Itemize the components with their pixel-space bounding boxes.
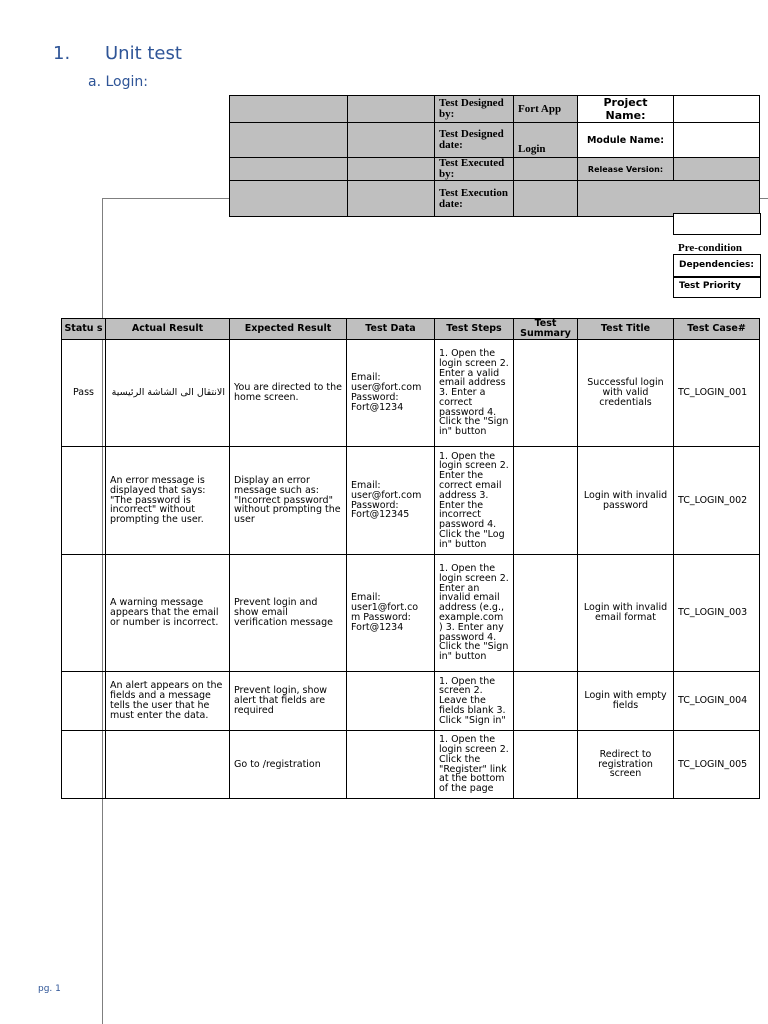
test-priority-label: Test Priority xyxy=(679,281,741,291)
designed-date-value: Login xyxy=(514,123,578,158)
dependencies-label: Dependencies: xyxy=(679,260,754,270)
test-steps-cell: 1. Open the screen 2. Leave the fields blank 3. Click "Sign in" xyxy=(435,672,514,731)
section-number: 1. xyxy=(53,43,71,64)
actual-result-cell: الانتقال الى الشاشة الرئيسية xyxy=(106,340,230,447)
release-version-label: Release Version: xyxy=(578,158,674,181)
test-title-cell: Login with invalid password xyxy=(578,447,674,555)
test-case-cell: TC_LOGIN_003 xyxy=(674,555,760,672)
table-row xyxy=(62,672,760,731)
col-test-data: Test Data xyxy=(347,319,435,340)
test-summary-cell xyxy=(514,555,578,672)
expected-result-cell: You are directed to the home screen. xyxy=(230,340,347,447)
dependencies-cell xyxy=(673,254,761,278)
blank-cell xyxy=(673,213,761,235)
expected-result-cell: Go to /registration xyxy=(230,731,347,799)
test-data-cell: Email: user1@fort.co m Password: Fort@1234 xyxy=(347,555,435,672)
status-cell xyxy=(62,447,106,555)
col-test-summary: Test Summary xyxy=(514,319,578,340)
test-summary-cell xyxy=(514,447,578,555)
test-title-cell: Redirect to registration screen xyxy=(578,731,674,799)
expected-result-cell: Prevent login, show alert that fields are required xyxy=(230,672,347,731)
col-status: Statu s xyxy=(62,319,106,340)
test-summary-cell xyxy=(514,340,578,447)
executed-by-label: Test Executed by: xyxy=(435,158,514,181)
module-name-label: Module Name: xyxy=(578,123,674,158)
table-row xyxy=(62,340,760,447)
status-cell xyxy=(62,555,106,672)
table-header-row xyxy=(62,319,760,340)
test-case-cell: TC_LOGIN_002 xyxy=(674,447,760,555)
col-test-title: Test Title xyxy=(578,319,674,340)
precondition-label: Pre-condition xyxy=(678,242,742,254)
project-name-label: Project Name: xyxy=(578,96,674,123)
test-title-cell: Login with invalid email format xyxy=(578,555,674,672)
col-test-steps: Test Steps xyxy=(435,319,514,340)
test-data-cell xyxy=(347,672,435,731)
col-expected-result: Expected Result xyxy=(230,319,347,340)
test-steps-cell: 1. Open the login screen 2. Click the "Register" link at the bottom of the page xyxy=(435,731,514,799)
test-meta-table xyxy=(229,95,760,217)
test-summary-cell xyxy=(514,731,578,799)
table-row xyxy=(62,447,760,555)
status-cell xyxy=(62,672,106,731)
test-steps-cell: 1. Open the login screen 2. Enter an invalid email address (e.g., example.com ) 3. Enter any password 4. Click the "Sign in" button xyxy=(435,555,514,672)
test-case-cell: TC_LOGIN_004 xyxy=(674,672,760,731)
actual-result-cell xyxy=(106,731,230,799)
test-data-cell: Email: user@fort.com Password: Fort@12345 xyxy=(347,447,435,555)
expected-result-cell: Prevent login and show email verification message xyxy=(230,555,347,672)
test-cases-table xyxy=(61,318,760,799)
page-number: pg. 1 xyxy=(38,984,61,994)
section-heading xyxy=(53,43,182,64)
col-actual-result: Actual Result xyxy=(106,319,230,340)
designed-by-value: Fort App xyxy=(514,96,578,123)
test-summary-cell xyxy=(514,672,578,731)
table-row xyxy=(62,731,760,799)
actual-result-cell: An alert appears on the fields and a message tells the user that he must enter the data. xyxy=(106,672,230,731)
actual-result-cell: A warning message appears that the email or number is incorrect. xyxy=(106,555,230,672)
test-title-cell: Successful login with valid credentials xyxy=(578,340,674,447)
test-data-cell xyxy=(347,731,435,799)
test-priority-cell xyxy=(673,276,761,298)
designed-date-label: Test Designed date: xyxy=(435,123,514,158)
execution-date-label: Test Execution date: xyxy=(435,181,514,217)
subsection-heading: a. Login: xyxy=(88,74,148,90)
expected-result-cell: Display an error message such as: "Incorrect password" without prompting the user xyxy=(230,447,347,555)
designed-by-label: Test Designed by: xyxy=(435,96,514,123)
test-steps-cell: 1. Open the login screen 2. Enter the correct email address 3. Enter the incorrect password 4. Click the "Log in" button xyxy=(435,447,514,555)
status-cell xyxy=(62,731,106,799)
table-row xyxy=(62,555,760,672)
margin-line-horizontal xyxy=(102,198,230,199)
margin-line-horizontal-right xyxy=(760,198,768,199)
test-title-cell: Login with empty fields xyxy=(578,672,674,731)
test-steps-cell: 1. Open the login screen 2. Enter a valid email address 3. Enter a correct password 4. Click the "Sign in" button xyxy=(435,340,514,447)
test-case-cell: TC_LOGIN_005 xyxy=(674,731,760,799)
status-cell: Pass xyxy=(62,340,106,447)
test-case-cell: TC_LOGIN_001 xyxy=(674,340,760,447)
section-title: Unit test xyxy=(105,43,182,64)
col-test-case: Test Case# xyxy=(674,319,760,340)
actual-result-cell: An error message is displayed that says: "The password is incorrect" without prompting the user. xyxy=(106,447,230,555)
test-data-cell: Email: user@fort.com Password: Fort@1234 xyxy=(347,340,435,447)
